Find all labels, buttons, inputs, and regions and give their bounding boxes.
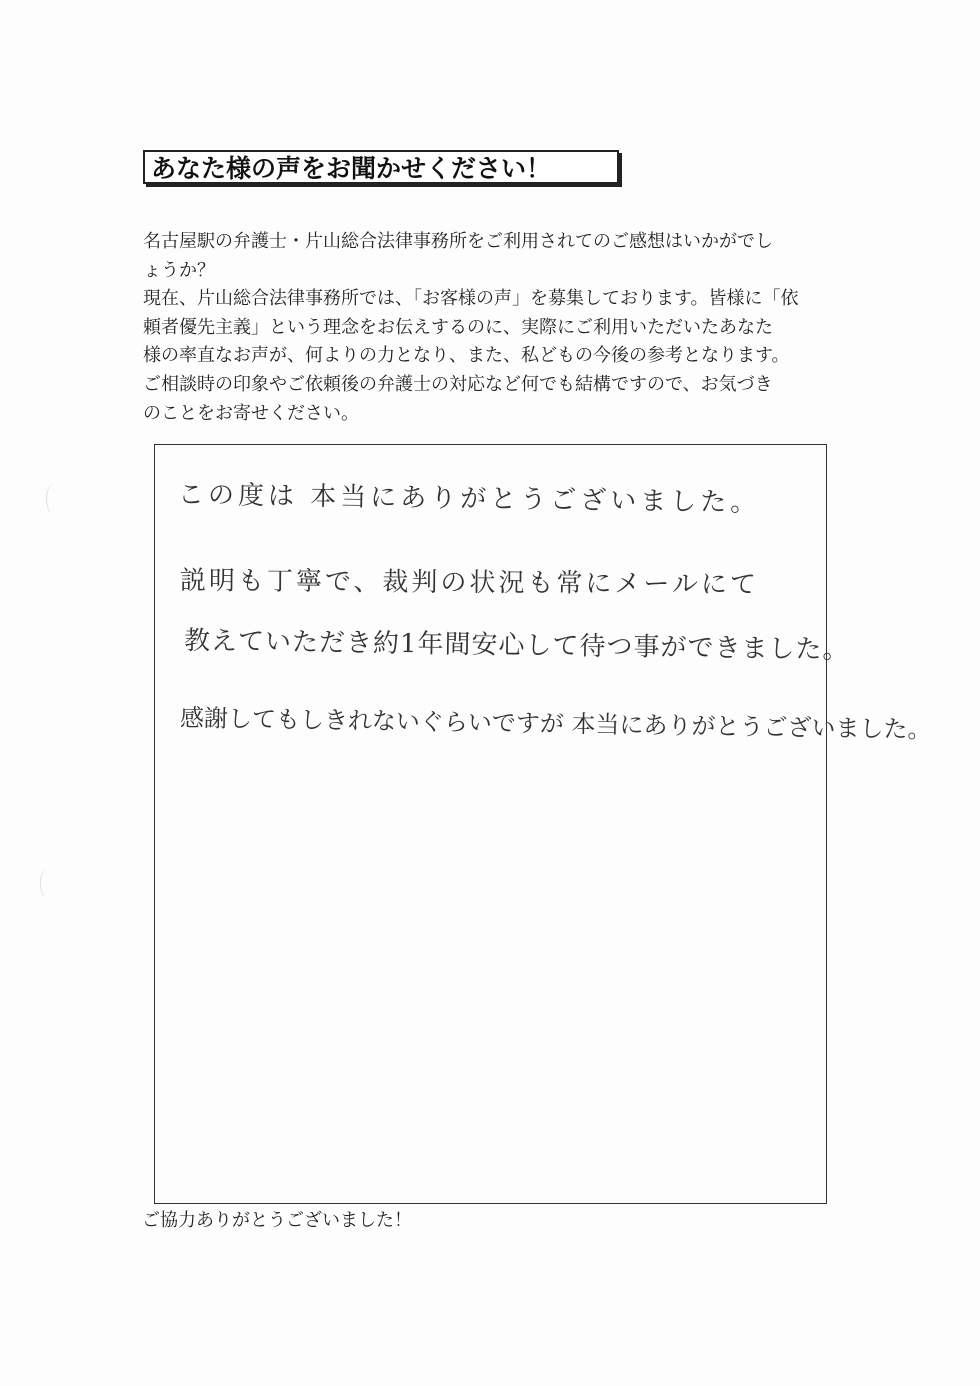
intro-text	[143, 228, 843, 428]
scan-artifact	[40, 868, 55, 898]
intro-line: ょうか？	[143, 259, 215, 281]
answer-box	[154, 444, 827, 1204]
page-title: あなた様の声をお聞かせください！	[151, 154, 552, 183]
scan-artifact	[46, 484, 61, 514]
handwritten-line: 感謝してもしきれないぐらいですが 本当にありがとうございました。	[179, 704, 932, 744]
title-box	[143, 150, 619, 184]
handwritten-line: 説明も丁寧で、裁判の状況も常にメールにて	[179, 566, 760, 601]
intro-line: 頼者優先主義」という理念をお伝えするのに、実際にご利用いただいたあなた	[143, 316, 773, 338]
intro-line: 様の率直なお声が、何よりの力となり、また、私どもの今後の参考となります。	[143, 345, 790, 367]
intro-line: 名古屋駅の弁護士・片山総合法律事務所をご利用されてのご感想はいかがでし	[143, 231, 773, 252]
intro-line: 現在、片山総合法律事務所では、「お客様の声」を募集しております。皆様に「依	[143, 288, 799, 310]
intro-line: のことをお寄せください。	[143, 402, 359, 424]
footer-thanks: ご協力ありがとうございました！	[142, 1210, 412, 1231]
handwritten-line: この度は 本当にありがとうございました。	[177, 480, 761, 519]
handwritten-line: 教えていただき約1年間安心して待つ事ができました。	[183, 626, 850, 666]
intro-line: ご相談時の印象やご依頼後の弁護士の対応など何でも結構ですので、お気づき	[143, 373, 773, 395]
